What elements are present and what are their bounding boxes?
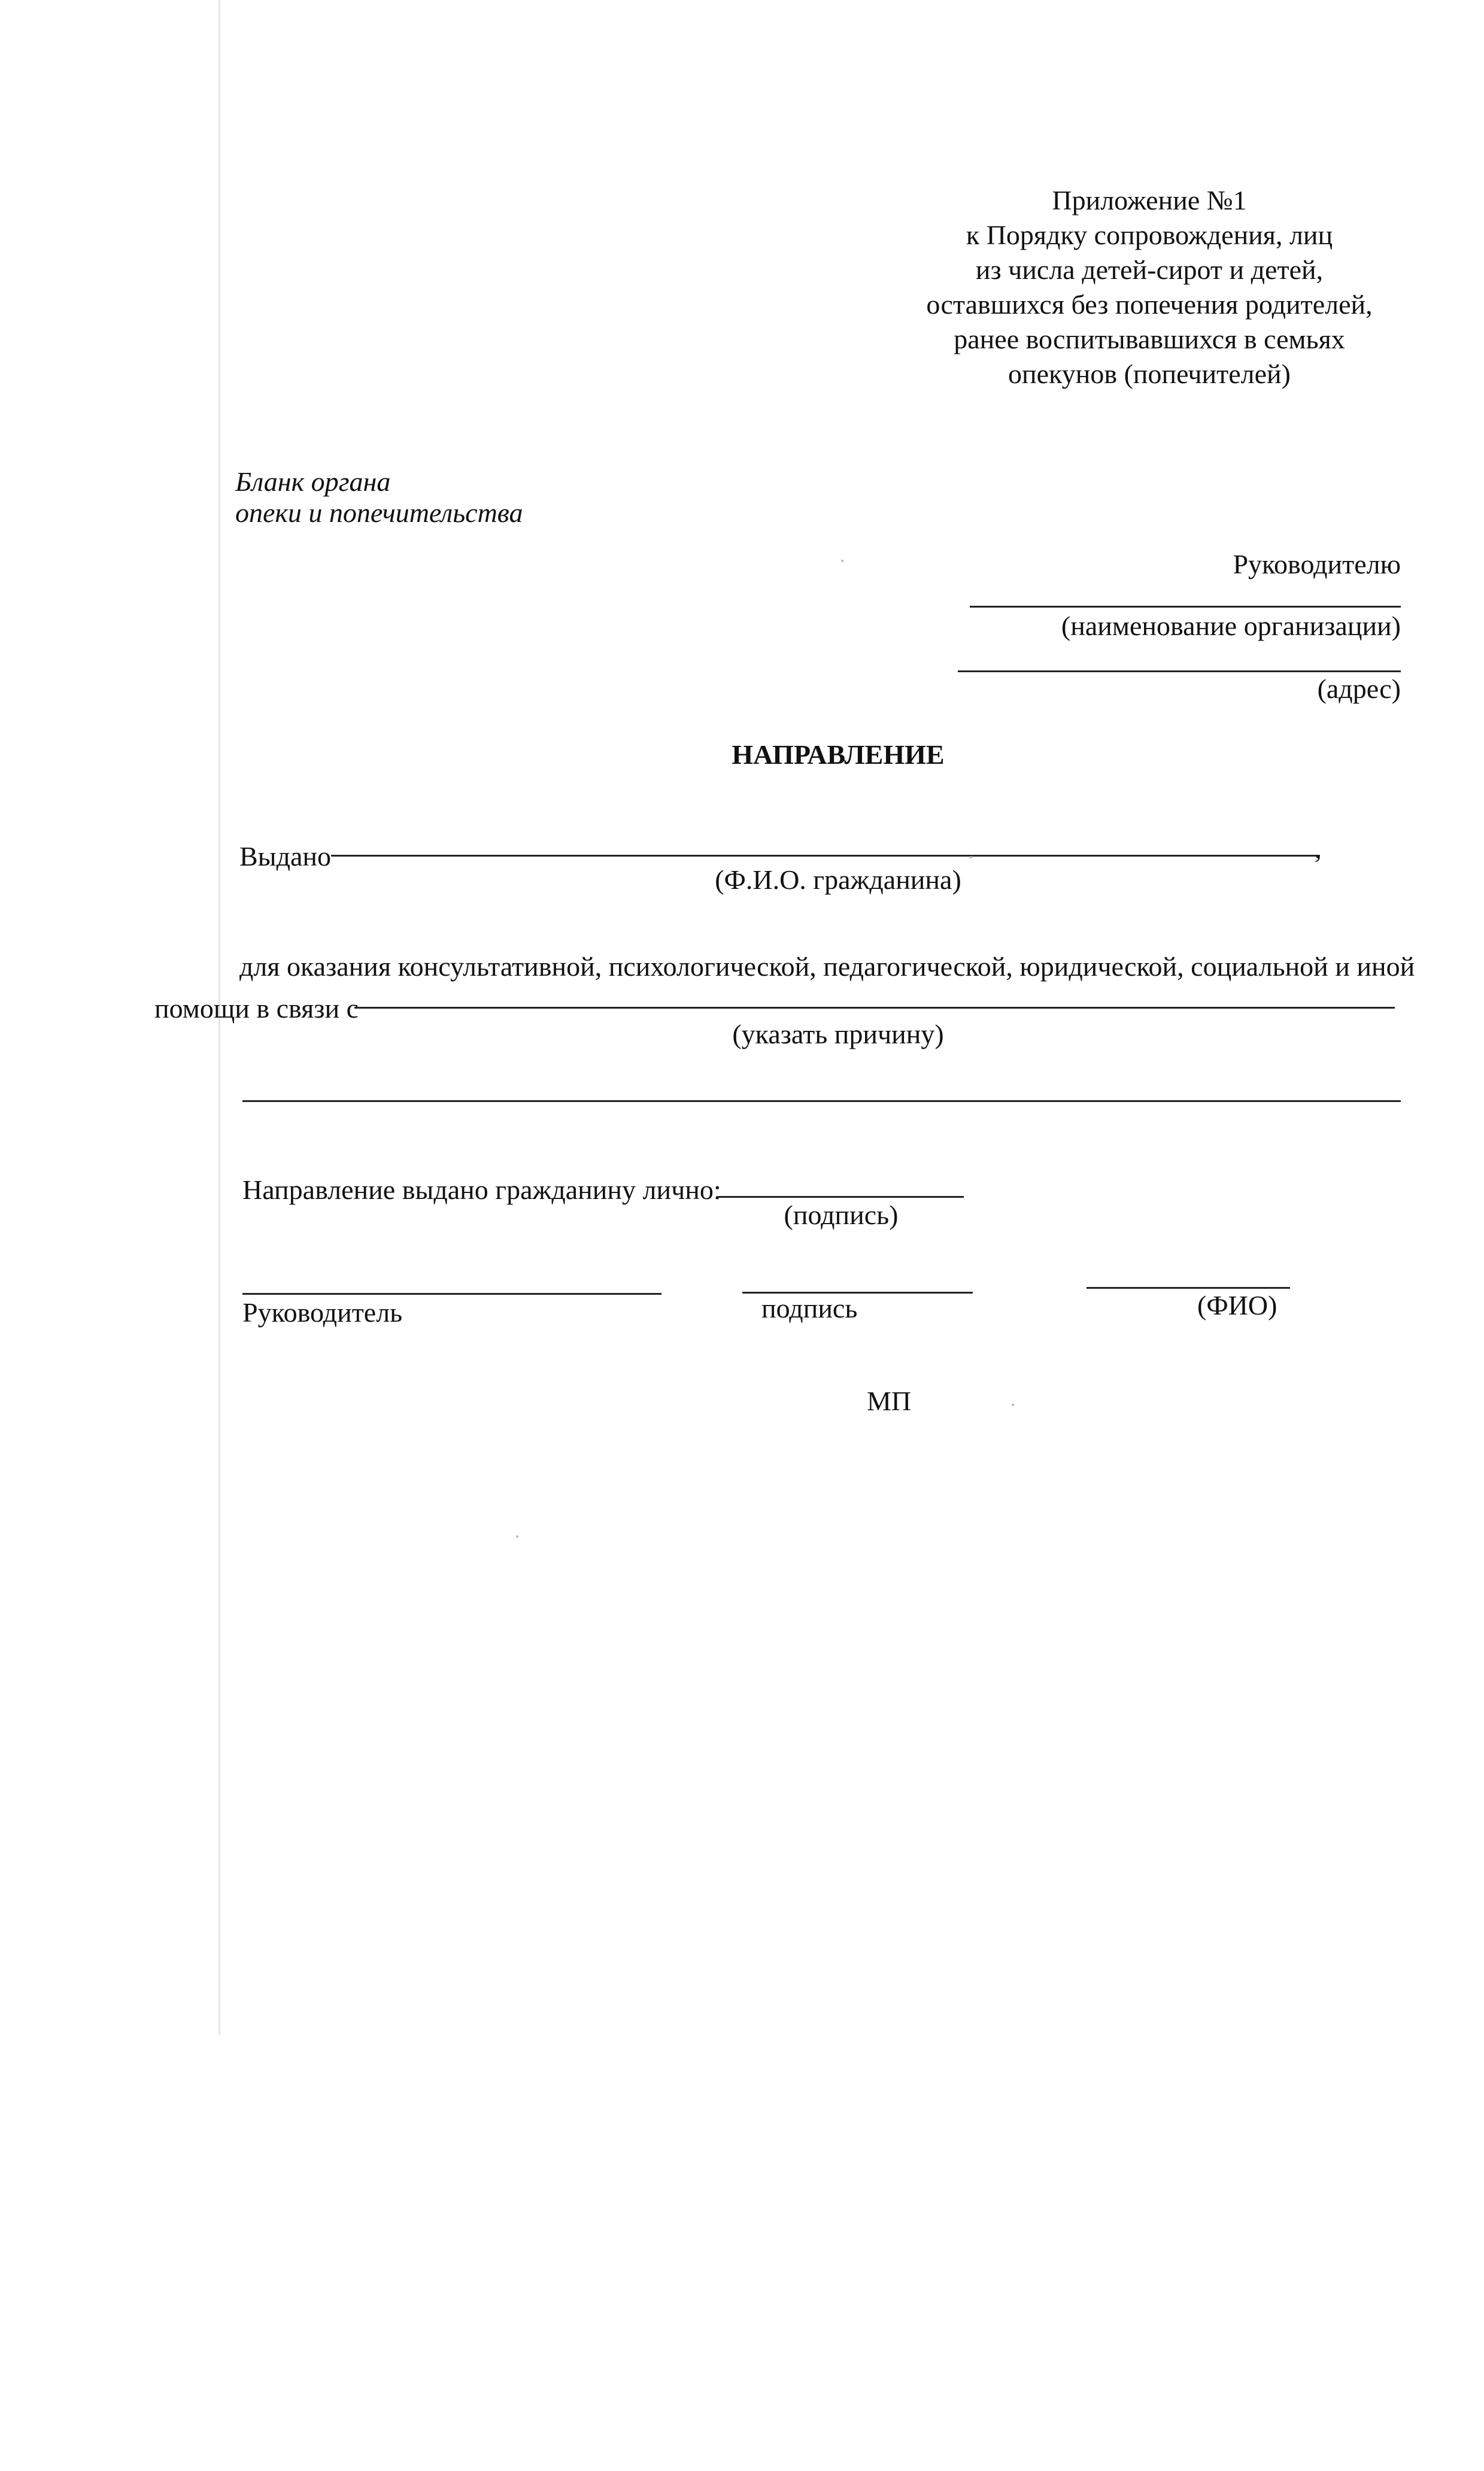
- document-title: НАПРАВЛЕНИЕ: [732, 739, 945, 770]
- reason-line[interactable]: [354, 1007, 1395, 1009]
- blank-label-line-2: опеки и попечительства: [235, 497, 523, 528]
- address-line[interactable]: [958, 670, 1401, 672]
- issued-comma: ,: [1315, 833, 1322, 864]
- purpose-text-line-1: для оказания консультативной, психологической, педагогической, юридической, социальной и иной: [239, 951, 1415, 982]
- appendix-line-1: Приложение №1: [1052, 185, 1247, 215]
- citizen-name-line[interactable]: [331, 855, 1320, 857]
- scan-speck: [970, 856, 972, 858]
- issued-label: Выдано: [239, 841, 332, 872]
- personal-issue-label: Направление выдано гражданину лично:: [242, 1174, 721, 1205]
- organization-name-line[interactable]: [970, 606, 1401, 608]
- scan-speck: [1012, 1404, 1014, 1406]
- citizen-name-caption: (Ф.И.О. гражданина): [715, 864, 961, 895]
- appendix-line-3: из числа детей-сирот и детей,: [975, 254, 1324, 285]
- scan-speck: [841, 560, 843, 562]
- reason-continuation-line[interactable]: [242, 1100, 1401, 1102]
- fio-label: (ФИО): [1197, 1290, 1277, 1321]
- appendix-line-4: оставшихся без попечения родителей,: [926, 289, 1373, 320]
- addressee-to: Руководителю: [1233, 549, 1401, 579]
- address-caption: (адрес): [1317, 673, 1401, 704]
- head-line[interactable]: [242, 1293, 661, 1295]
- appendix-line-6: опекунов (попечителей): [1008, 359, 1291, 389]
- scan-speck: [516, 1535, 518, 1538]
- appendix-line-5: ранее воспитывавшихся в семьях: [954, 324, 1345, 354]
- organization-caption: (наименование организации): [1061, 611, 1401, 641]
- head-label: Руководитель: [242, 1297, 403, 1328]
- reason-caption: (указать причину): [732, 1019, 944, 1049]
- personal-signature-line[interactable]: [718, 1196, 964, 1198]
- purpose-text-line-2: помощи в связи с: [154, 993, 359, 1024]
- appendix-line-2: к Порядку сопровождения, лиц: [966, 220, 1333, 250]
- signature-label: подпись: [761, 1293, 858, 1323]
- fio-line[interactable]: [1087, 1287, 1290, 1289]
- stamp-place-label: МП: [867, 1386, 912, 1416]
- blank-label-line-1: Бланк органа: [235, 466, 391, 497]
- personal-signature-caption: (подпись): [784, 1200, 899, 1230]
